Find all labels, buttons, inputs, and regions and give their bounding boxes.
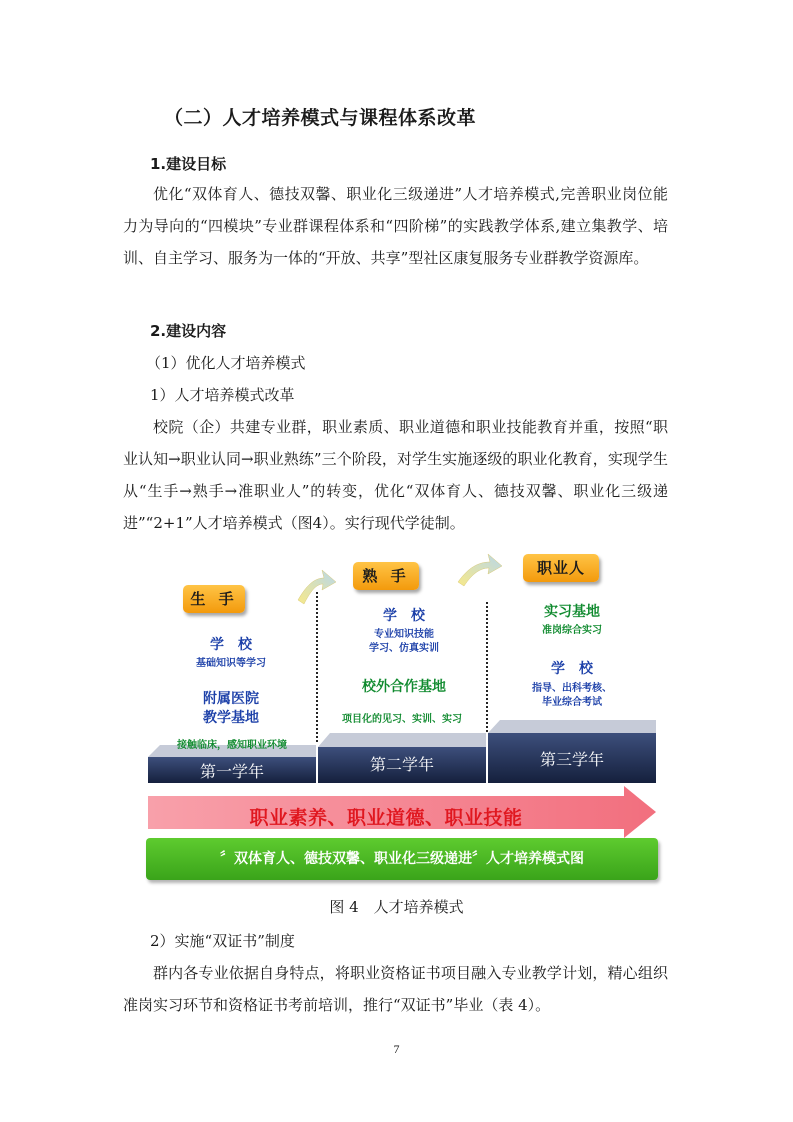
curl-arrow-2	[458, 554, 502, 586]
stage3-school-sub1: 指导、出科考核、	[532, 683, 612, 694]
badge-novice: 生 手	[183, 585, 245, 613]
figure-caption: 图 4 人才培养模式	[329, 898, 464, 916]
stage1-note: 接触临床，感知职业环境	[177, 740, 287, 751]
year-1-label: 第一学年	[199, 762, 264, 781]
stage2-school: 学 校	[383, 608, 425, 624]
year-2-label: 第二学年	[369, 755, 434, 774]
stage2-school-sub2: 学习、仿真实训	[369, 643, 439, 654]
step-year-2-top	[318, 733, 486, 747]
training-model-figure	[146, 548, 658, 884]
arrow-label: 职业素养、职业道德、职业技能	[249, 807, 523, 829]
reform-paragraph: 校院（企）共建专业群，职业素质、职业道德和职业技能教育并重，按照“职业认知→职业认同→职业熟练”三个阶段，对学生实施逐级的职业化教育，实现学生从“生手→熟手→准职业人”的转变，优化“双体育人、德技双馨、职业化三级递进”“2+1”人才培养模式（图4）。实行现代学徒制。	[123, 418, 668, 532]
subsection-title-goal: 1.建设目标	[150, 155, 227, 173]
stage1-school-sub: 基础知识等学习	[196, 658, 266, 669]
stage1-site2: 教学基地	[203, 710, 259, 726]
model-banner-title: 〞双体育人、德技双馨、职业化三级递进〞人才培养模式图	[220, 851, 584, 867]
stage2-note: 项目化的见习、实训、实习	[342, 714, 462, 725]
subheading-dual-certificate: 2）实施“双证书”制度	[150, 932, 295, 950]
stage3-school-sub2: 毕业综合考试	[542, 697, 602, 708]
year-3-label: 第三学年	[539, 750, 604, 769]
stage2-site: 校外合作基地	[362, 679, 446, 695]
section-heading: （二）人才培养模式与课程体系改革	[164, 107, 477, 129]
divider-2	[486, 602, 488, 732]
subheading-optimize-model: （1）优化人才培养模式	[146, 354, 306, 372]
page-number: 7	[393, 1042, 400, 1056]
dual-certificate-paragraph: 群内各专业依据自身特点，将职业资格证书项目融入专业教学计划，精心组织准岗实习环节和资格证书考前培训，推行“双证书”毕业（表 4）。	[123, 964, 668, 1014]
stage3-school: 学 校	[551, 661, 593, 677]
stage3-site: 实习基地	[544, 604, 600, 620]
badge-skilled: 熟 手	[353, 562, 419, 590]
stage2-school-sub1: 专业知识技能	[374, 629, 434, 640]
stage3-site-sub: 准岗综合实习	[542, 625, 602, 636]
badge-professional: 职业人	[523, 554, 599, 582]
subsection-title-content: 2.建设内容	[150, 322, 227, 340]
stage1-site: 附属医院	[203, 691, 259, 707]
stage1-school: 学 校	[210, 637, 252, 653]
goal-paragraph: 优化“双体育人、德技双馨、职业化三级递进”人才培养模式,完善职业岗位能力为导向的“四模块”专业群课程体系和“四阶梯”的实践教学体系,建立集教学、培训、自主学习、服务为一体的“开放、共享”型社区康复服务专业群教学资源库。	[123, 185, 668, 267]
subheading-model-reform: 1）人才培养模式改革	[150, 386, 295, 404]
step-year-3-top	[488, 720, 656, 733]
